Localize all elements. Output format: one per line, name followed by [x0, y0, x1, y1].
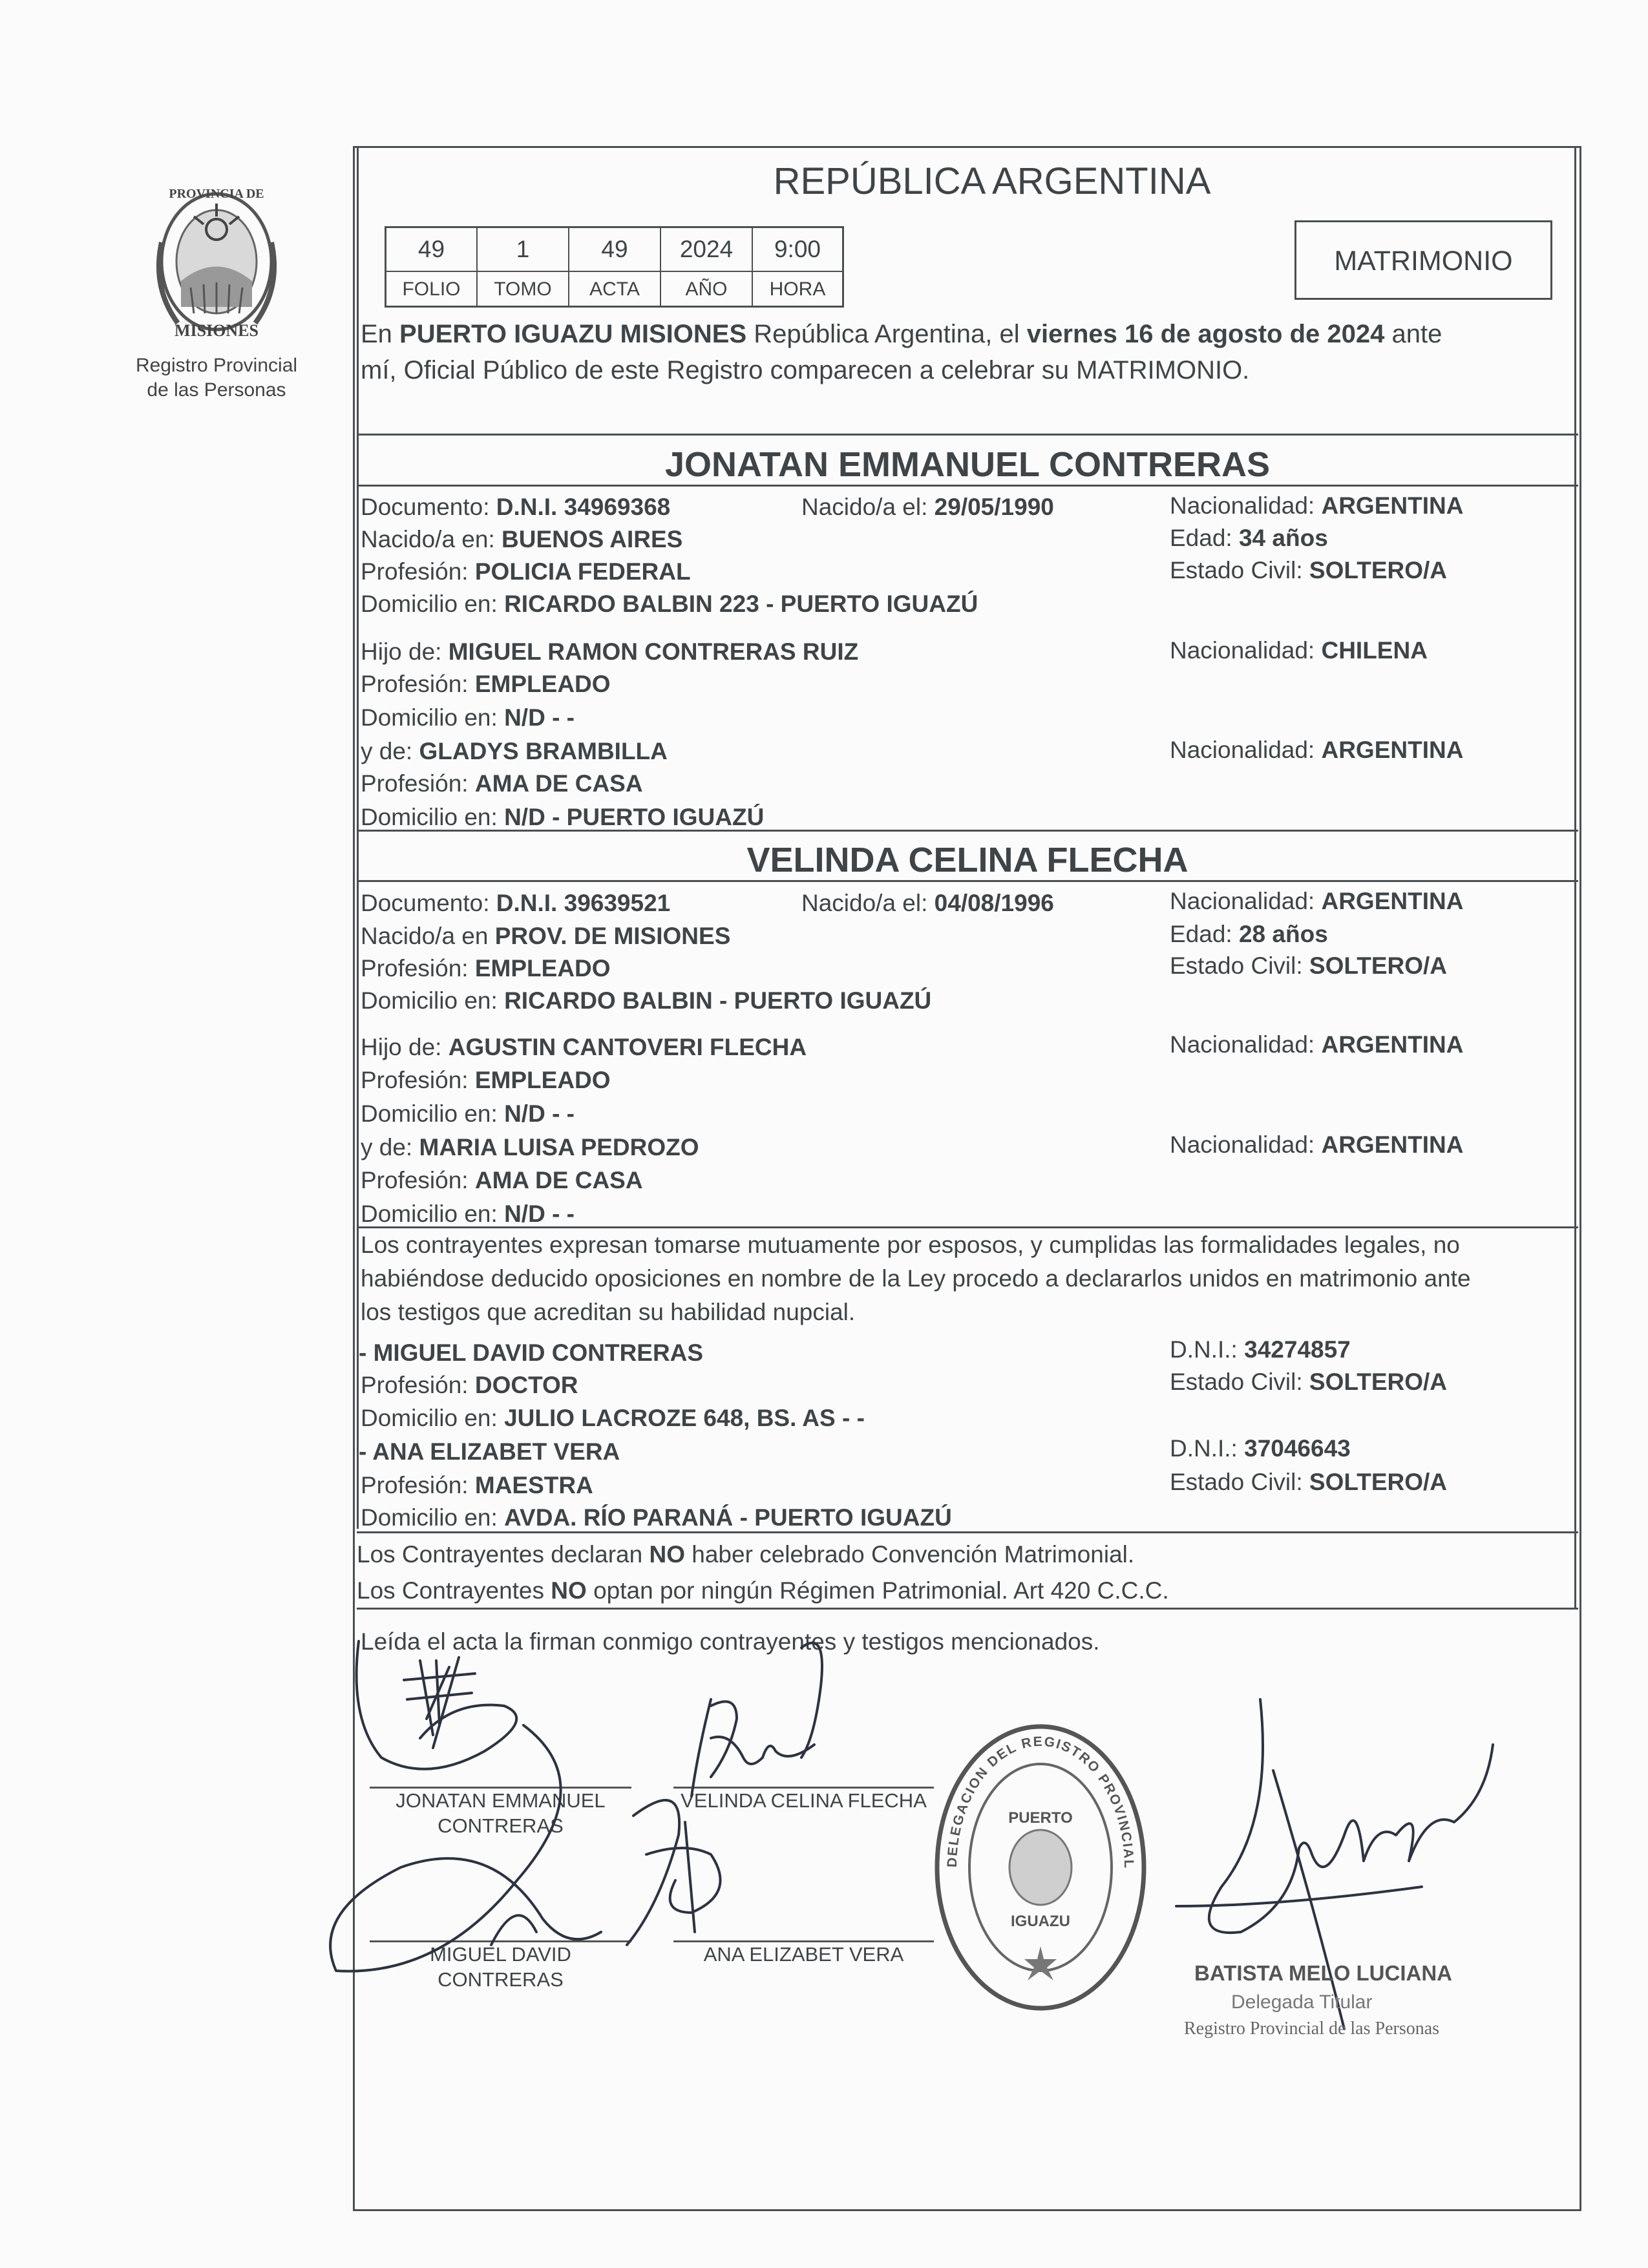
party1-mother-address: Domicilio en: N/D - PUERTO IGUAZÚ: [361, 804, 765, 830]
party1-mother-nationality: Nacionalidad: ARGENTINA: [1170, 737, 1464, 763]
document-type-box: [1294, 220, 1552, 300]
divider: [357, 434, 1578, 436]
intro-text: En: [361, 320, 400, 348]
party2-age: Edad: 28 años: [1170, 921, 1328, 947]
party2-mother-nationality: Nacionalidad: ARGENTINA: [1170, 1131, 1464, 1158]
registry-caption-line1: Registro Provincial: [135, 355, 298, 376]
official-role: Delegada Titular: [1231, 1991, 1373, 2013]
witness1-name: - MIGUEL DAVID CONTRERAS: [359, 1339, 704, 1366]
seal-bottom-text: MISIONES: [174, 321, 259, 340]
handwritten-signatures: [323, 1609, 1002, 2010]
party1-birthplace: Nacido/a en: BUENOS AIRES: [361, 526, 683, 552]
acta-label: ACTA: [589, 278, 640, 300]
intro-line2: mí, Oficial Público de este Registro comparecen a celebrar su MATRIMONIO.: [361, 356, 1250, 384]
party2-profession: Profesión: EMPLEADO: [361, 955, 611, 982]
party2-birthdate: Nacido/a el: 04/08/1996: [801, 890, 1054, 916]
stamp-icon: [931, 1719, 1150, 2016]
declaration-line3: los testigos que acreditan su habilidad nupcial.: [361, 1299, 856, 1325]
witness2-profession: Profesión: MAESTRA: [361, 1472, 593, 1498]
intro-line1: [361, 319, 1442, 349]
party1-profession: Profesión: POLICIA FEDERAL: [361, 558, 691, 585]
party2-mother-address: Domicilio en: N/D - -: [361, 1201, 575, 1227]
seal-top-text: PROVINCIA DE: [169, 187, 264, 201]
witness1-profession: Profesión: DOCTOR: [361, 1372, 578, 1398]
hora-label: HORA: [769, 278, 826, 300]
party1-father-nationality: Nacionalidad: CHILENA: [1170, 637, 1428, 664]
official-name: BATISTA MELO LUCIANA: [1194, 1961, 1453, 1985]
document-type: MATRIMONIO: [1334, 246, 1513, 277]
official-office: Registro Provincial de las Personas: [1184, 2019, 1440, 2039]
party2-name: VELINDA CELINA FLECHA: [746, 841, 1188, 879]
stamp-center-top: PUERTO: [1008, 1809, 1073, 1827]
party2-mother: y de: MARIA LUISA PEDROZO: [361, 1134, 699, 1160]
convention-line1: Los Contrayentes declaran NO haber celebrado Convención Matrimonial.: [357, 1541, 1135, 1568]
anio-value: 2024: [679, 236, 734, 262]
party2-father-profession: Profesión: EMPLEADO: [361, 1067, 611, 1093]
divider: [357, 880, 1578, 882]
party1-name: JONATAN EMMANUEL CONTRERAS: [664, 445, 1270, 484]
stamp-center-bottom: IGUAZU: [1011, 1913, 1070, 1930]
party1-civil-status: Estado Civil: SOLTERO/A: [1170, 557, 1448, 583]
party2-nationality: Nacionalidad: ARGENTINA: [1170, 888, 1464, 914]
registry-caption: [116, 353, 317, 402]
witness1-address: Domicilio en: JULIO LACROZE 648, BS. AS - -: [361, 1405, 865, 1431]
inner-left-rule: [357, 146, 359, 1529]
official-signature: [1150, 1693, 1512, 2042]
witness1-dni: D.N.I.: 34274857: [1170, 1336, 1351, 1363]
party2-father-address: Domicilio en: N/D - -: [361, 1100, 575, 1127]
party1-father-profession: Profesión: EMPLEADO: [361, 671, 611, 697]
party2-address: Domicilio en: RICARDO BALBIN - PUERTO IGUAZÚ: [361, 987, 932, 1014]
anio-label: AÑO: [685, 278, 728, 300]
closing-text: Leída el acta la firman conmigo contrayentes y testigos mencionados.: [361, 1628, 1100, 1655]
party2-birthplace: Nacido/a en PROV. DE MISIONES: [361, 923, 731, 949]
party2-civil-status: Estado Civil: SOLTERO/A: [1170, 952, 1448, 979]
signature-caption-spouse1: JONATAN EMMANUEL CONTRERAS: [396, 1789, 606, 1837]
witness2-name: - ANA ELIZABET VERA: [359, 1438, 620, 1465]
page-title: REPÚBLICA ARGENTINA: [773, 160, 1211, 202]
signature-caption-witness2: ANA ELIZABET VERA: [703, 1943, 904, 1966]
witness2-civil-status: Estado Civil: SOLTERO/A: [1170, 1469, 1448, 1495]
party1-mother-profession: Profesión: AMA DE CASA: [361, 770, 643, 797]
party1-documento: Documento: D.N.I. 34969368: [361, 494, 671, 520]
witness2-dni: D.N.I.: 37046643: [1170, 1435, 1351, 1462]
party1-address: Domicilio en: RICARDO BALBIN 223 - PUERTO IGUAZÚ: [361, 591, 978, 617]
convention-line2: Los Contrayentes NO optan por ningún Régimen Patrimonial. Art 420 C.C.C.: [357, 1577, 1169, 1604]
ceremony-place: PUERTO IGUAZU MISIONES: [399, 320, 747, 348]
party2-father-nationality: Nacionalidad: ARGENTINA: [1170, 1031, 1464, 1058]
registry-caption-line2: de las Personas: [147, 379, 286, 401]
party1-father-address: Domicilio en: N/D - -: [361, 704, 575, 731]
folio-label: FOLIO: [402, 278, 461, 300]
delegation-stamp: [931, 1719, 1150, 2016]
party1-mother: y de: GLADYS BRAMBILLA: [361, 738, 668, 764]
signature-caption-witness1: MIGUEL DAVID CONTRERAS: [430, 1943, 571, 1991]
party2-documento: Documento: D.N.I. 39639521: [361, 890, 671, 916]
party1-father: Hijo de: MIGUEL RAMON CONTRERAS RUIZ: [361, 638, 859, 665]
divider: [357, 485, 1578, 487]
tomo-label: TOMO: [494, 278, 552, 300]
folio-value: 49: [417, 236, 445, 262]
tomo-value: 1: [516, 236, 530, 262]
provincial-seal: [139, 184, 294, 346]
party2-father: Hijo de: AGUSTIN CANTOVERI FLECHA: [361, 1034, 807, 1060]
witness1-civil-status: Estado Civil: SOLTERO/A: [1170, 1369, 1448, 1395]
acta-value: 49: [601, 236, 628, 262]
registry-data-table: [385, 226, 844, 308]
party1-age: Edad: 34 años: [1170, 525, 1328, 551]
party1-nationality: Nacionalidad: ARGENTINA: [1170, 492, 1464, 519]
stamp-ring-text: DELEGACION DEL REGISTRO PROVINCIAL: [944, 1734, 1137, 1869]
declaration-line1: Los contrayentes expresan tomarse mutuamente por esposos, y cumplidas las formalidades legales, no: [361, 1232, 1460, 1258]
intro-text: ante: [1384, 320, 1442, 348]
party2-mother-profession: Profesión: AMA DE CASA: [361, 1167, 643, 1193]
party1-birthdate: Nacido/a el: 29/05/1990: [801, 494, 1054, 520]
hora-value: 9:00: [774, 236, 821, 262]
intro-text: República Argentina, el: [746, 320, 1027, 348]
witness2-address: Domicilio en: AVDA. RÍO PARANÁ - PUERTO IGUAZÚ: [361, 1504, 952, 1531]
ceremony-date: viernes 16 de agosto de 2024: [1026, 320, 1385, 348]
declaration-line2: habiéndose deducido oposiciones en nombre de la Ley procedo a declararlos unidos en matrimonio ante: [361, 1265, 1471, 1292]
signature-caption-spouse2: VELINDA CELINA FLECHA: [681, 1789, 927, 1812]
